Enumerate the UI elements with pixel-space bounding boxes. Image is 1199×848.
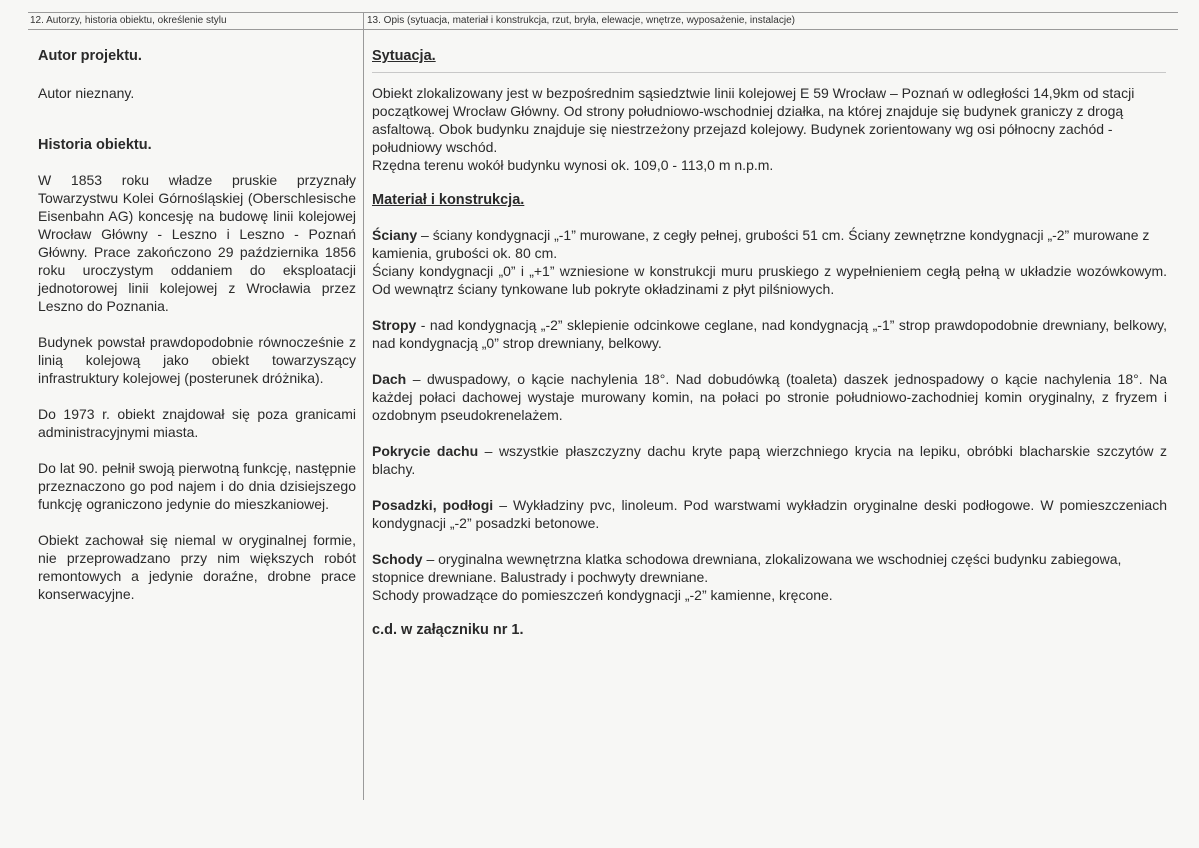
situation-elevation: Rzędna terenu wokół budynku wynosi ok. 109,0 - 113,0 m n.p.m.: [372, 157, 774, 173]
roofing-text: – wszystkie płaszczyzny dachu kryte papą wierzchniego krycia na lepiku, obróbki blacharskie szczytów z blachy.: [372, 443, 1167, 477]
roof-paragraph: [372, 370, 1167, 424]
stairs-paragraph: [372, 550, 1167, 586]
walls-text-2: Ściany kondygnacji „0” i „+1” wzniesione w konstrukcji muru pruskiego z wypełnieniem cegłą pełną w układzie wozówkowym. Od wewnątrz ściany tynkowane lub pokryte okładzinami z płyt pilśniowych.: [372, 263, 1167, 297]
walls-label: Ściany: [372, 227, 418, 243]
left-column: [38, 47, 356, 603]
history-paragraph-1: W 1853 roku władze pruskie przyznały Towarzystwu Kolei Górnośląskiej (Oberschlesische Eisenbahn AG) koncesję na budowę linii kolejowej Wrocław Główny - Leszno i Leszno - Poznań Główny. Prace zakończono 29 października 1856 roku uroczystym oddaniem do eksploatacji jednotorowej linii kolejowej z Wrocławia przez Leszno do Poznania.: [38, 172, 356, 314]
material-heading: Materiał i konstrukcja.: [372, 192, 525, 208]
situation-heading: Sytuacja.: [372, 48, 436, 64]
stairs-text: – oryginalna wewnętrzna klatka schodowa drewniana, zlokalizowana we wschodniej części budynku zabiegowa, stopnice drewniane. Balustrady i pochwyty drewniane.: [372, 551, 1122, 585]
left-column-header: 12. Autorzy, historia obiektu, określenie stylu: [30, 15, 227, 26]
roof-text: – dwuspadowy, o kącie nachylenia 18°. Nad dobudówką (toaleta) daszek jednospadowy o kącie nachylenia 18°. Na każdej połaci dachowej wystaje murowany komin, na połaci po stronie południowo-zachodniej komin oryginalny, z fryzem i ozdobnym pseudokrenelażem.: [372, 371, 1167, 423]
continued-note: c.d. w załączniku nr 1.: [372, 622, 524, 638]
header-divider: [28, 29, 1178, 30]
roof-label: Dach: [372, 371, 407, 387]
right-column-header: 13. Opis (sytuacja, materiał i konstrukcja, rzut, bryła, elewacje, wnętrze, wyposażenie, instalacje): [367, 15, 795, 26]
floors-paragraph: [372, 496, 1167, 532]
ceilings-text: - nad kondygnacją „-2” sklepienie odcinkowe ceglane, nad kondygnacją „-1” strop prawdopodobnie drewniany, belkowy, nad kondygnacją „0” strop drewniany, belkowy.: [372, 317, 1167, 351]
top-border: [28, 12, 1178, 13]
stairs-label: Schody: [372, 551, 423, 567]
situation-text: Obiekt zlokalizowany jest w bezpośrednim sąsiedztwie linii kolejowej E 59 Wrocław – Poznań w odległości 14,9km od stacji początkowej Wrocław Główny. Od strony południowo-wschodniej działka, na której znajduje się budynek graniczy z drogą asfaltową. Obok budynku znajduje się niestrzeżony przejazd kolejowy. Budynek zorientowany wg osi północny zachód - południowy wschód.: [372, 85, 1135, 155]
stairs-text-2: Schody prowadzące do pomieszczeń kondygnacji „-2” kamienne, kręcone.: [372, 587, 833, 603]
floors-text: – Wykładziny pvc, linoleum. Pod warstwami wykładzin oryginalne deski podłogowe. W pomieszczeniach kondygnacji „-2” posadzki betonowe.: [372, 497, 1167, 531]
author-text: Autor nieznany.: [38, 85, 135, 101]
roofing-paragraph: [372, 442, 1167, 478]
ceilings-paragraph: [372, 316, 1167, 352]
walls-text: – ściany kondygnacji „-1” murowane, z cegły pełnej, grubości 51 cm. Ściany zewnętrzne kondygnacji „-2” murowane z kamienia, grubości ok. 80 cm.: [372, 227, 1150, 261]
roofing-label: Pokrycie dachu: [372, 443, 479, 459]
walls-paragraph: [372, 226, 1167, 262]
history-paragraph-5: Obiekt zachował się niemal w oryginalnej formie, nie przeprowadzano przy nim większych robót remontowych a jedynie doraźne, drobne prace konserwacyjne.: [38, 532, 356, 602]
right-column: [372, 47, 1167, 639]
history-paragraph-3: Do 1973 r. obiekt znajdował się poza granicami administracyjnymi miasta.: [38, 406, 356, 440]
column-divider: [363, 12, 364, 800]
history-heading: Historia obiektu.: [38, 137, 152, 153]
history-paragraph-2: Budynek powstał prawdopodobnie równocześnie z linią kolejową jako obiekt towarzyszący infrastruktury kolejowej (posterunek dróżnika).: [38, 334, 356, 386]
floors-label: Posadzki, podłogi: [372, 497, 494, 513]
author-heading: Autor projektu.: [38, 48, 142, 64]
history-paragraph-4: Do lat 90. pełnił swoją pierwotną funkcję, następnie przeznaczono go pod najem i do dnia dzisiejszego funkcję ograniczono jedynie do mieszkaniowej.: [38, 460, 356, 512]
ceilings-label: Stropy: [372, 317, 417, 333]
